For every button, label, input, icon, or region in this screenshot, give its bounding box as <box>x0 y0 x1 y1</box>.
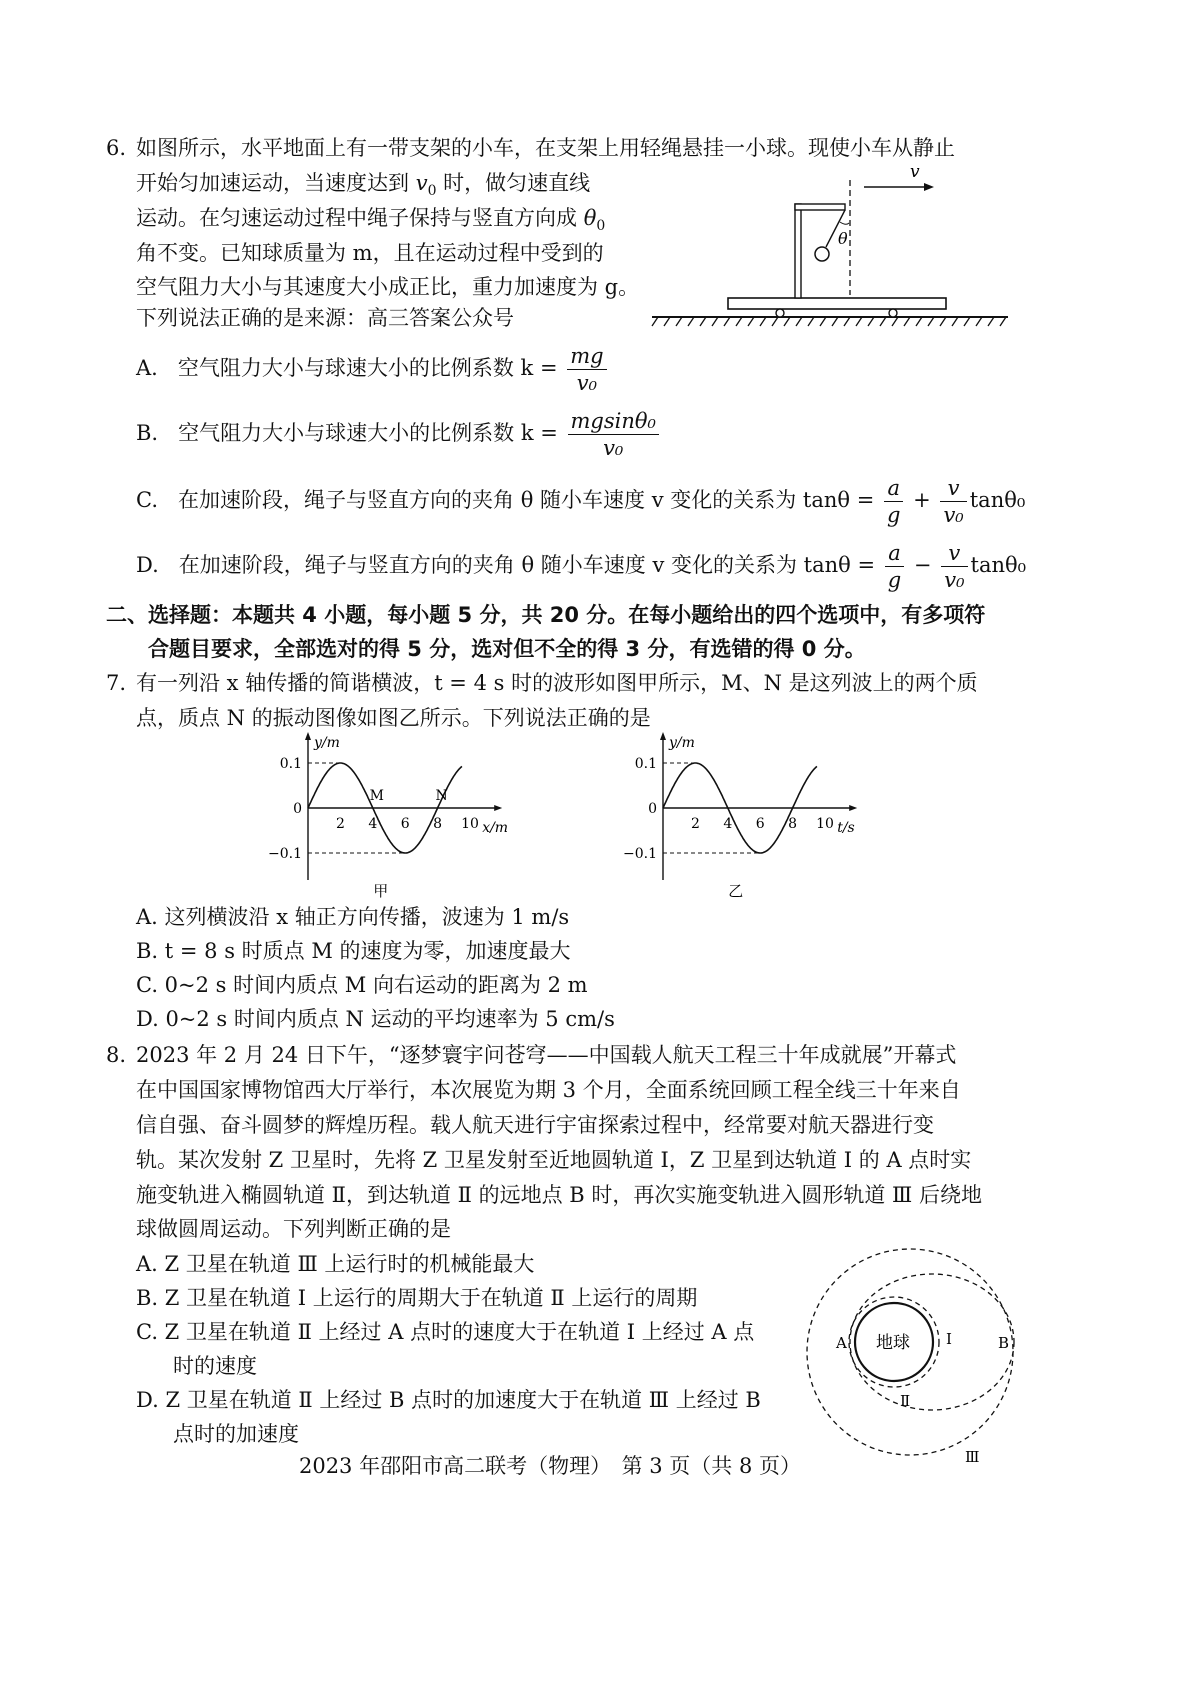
q6-option-d <box>136 537 1026 593</box>
y-tick-label: 0 <box>293 801 302 817</box>
y-axis-arrow <box>305 732 311 740</box>
q6-c-f2-num: v <box>947 476 960 500</box>
q6-option-d-text: 在加速阶段，绳子与竖直方向的夹角 θ 随小车速度 v 变化的关系为 tanθ = <box>178 553 876 577</box>
q6-option-c-text: 在加速阶段，绳子与竖直方向的夹角 θ 随小车速度 v 变化的关系为 tanθ = <box>178 488 875 512</box>
q8-option-b: B. Z 卫星在轨道 Ⅰ 上运行的周期大于在轨道 Ⅱ 上运行的周期 <box>136 1286 698 1310</box>
point-label-n: N <box>435 788 448 804</box>
x-tick-label: 10 <box>816 816 834 832</box>
q6-a-num: mg <box>570 344 604 368</box>
chart-caption: 乙 <box>728 882 744 900</box>
q6-theta0: θ <box>583 206 597 230</box>
q6-c-fraction-2 <box>940 475 966 528</box>
x-axis-arrow <box>849 805 857 811</box>
q7-option-c: C. 0~2 s 时间内质点 M 向右运动的距离为 2 m <box>136 973 588 997</box>
page-footer: 2023 年邵阳市高二联考（物理） 第 3 页（共 8 页） <box>298 1454 802 1478</box>
x-tick-label: 8 <box>788 816 798 832</box>
y-axis-label: y/m <box>314 735 340 751</box>
point-b-label: B <box>998 1334 1010 1352</box>
q6-theta0-sub: 0 <box>596 218 606 235</box>
orbit-ii-label: Ⅱ <box>900 1392 911 1410</box>
q6-line2-b: 时，做匀速直线 <box>436 171 591 195</box>
section2-heading-line2: 合题目要求，全部选对的得 5 分，选对但不全的得 3 分，有选错的得 0 分。 <box>148 637 866 661</box>
y-tick-label: −0.1 <box>268 846 302 862</box>
q6-c-f2-den: v₀ <box>940 501 966 528</box>
wave-chart-jia <box>260 730 550 900</box>
orbit-i-label: Ⅰ <box>946 1330 952 1348</box>
x-tick-label: 2 <box>690 816 700 832</box>
q7-line2: 点，质点 N 的振动图像如图乙所示。下列说法正确的是 <box>136 706 651 730</box>
q6-b-den: v₀ <box>568 434 659 461</box>
q6-c-f1-num: a <box>887 476 900 500</box>
q6-c-tail: tanθ₀ <box>969 488 1026 512</box>
q6-d-operator: − <box>913 553 932 577</box>
orbit-iii-label: Ⅲ <box>965 1448 980 1466</box>
y-tick-label: −0.1 <box>623 846 657 862</box>
q6-option-c-label: C. <box>136 488 158 512</box>
q6-d-fraction-1 <box>885 540 904 593</box>
chart-caption: 甲 <box>373 882 389 900</box>
q6-line3 <box>136 203 605 241</box>
x-tick-label: 6 <box>400 816 410 832</box>
q6-d-tail: tanθ₀ <box>970 553 1027 577</box>
x-tick-label: 8 <box>433 816 443 832</box>
x-axis-label: t/s <box>837 820 855 836</box>
q8-option-c-line2: 时的速度 <box>173 1354 257 1378</box>
q6-option-d-label: D. <box>136 553 159 577</box>
q7-option-a: A. 这列横波沿 x 轴正方向传播，波速为 1 m/s <box>136 905 570 929</box>
y-tick-label: 0.1 <box>634 756 657 772</box>
q8-option-a: A. Z 卫星在轨道 Ⅲ 上运行时的机械能最大 <box>136 1252 535 1276</box>
x-tick-label: 2 <box>335 816 345 832</box>
x-tick-label: 6 <box>755 816 765 832</box>
q6-d-f2-den: v₀ <box>941 566 967 593</box>
q8-line4: 轨。某次发射 Z 卫星时，先将 Z 卫星发射至近地圆轨道 Ⅰ，Z 卫星到达轨道 Ⅰ 的 A 点时实 <box>136 1148 972 1172</box>
q6-number: 6. <box>106 136 127 160</box>
point-a-label: A <box>836 1334 847 1352</box>
q6-option-b-label: B. <box>136 421 159 445</box>
q6-option-b <box>136 405 662 461</box>
q6-line2 <box>136 168 590 206</box>
section2-heading-line1: 二、选择题：本题共 4 小题，每小题 5 分，共 20 分。在每小题给出的四个选项中，有多项符 <box>106 603 986 627</box>
q6-option-a-label: A. <box>136 356 158 380</box>
q6-v0: v <box>415 171 428 195</box>
q7-option-d: D. 0~2 s 时间内质点 N 运动的平均速率为 5 cm/s <box>136 1007 615 1031</box>
q8-line6: 球做圆周运动。下列判断正确的是 <box>136 1217 451 1241</box>
q8-line2: 在中国国家博物馆西大厅举行，本次展览为期 3 个月，全面系统回顾工程全线三十年来自 <box>136 1078 961 1102</box>
q6-line1: 如图所示，水平地面上有一带支架的小车，在支架上用轻绳悬挂一小球。现使小车从静止 <box>136 136 955 160</box>
point-label-m: M <box>369 788 384 804</box>
q6-a-den: v₀ <box>567 369 606 396</box>
q8-option-c-line1: C. Z 卫星在轨道 Ⅱ 上经过 A 点时的速度大于在轨道 Ⅰ 上经过 A 点 <box>136 1320 755 1344</box>
x-tick-label: 4 <box>368 816 378 832</box>
q6-option-a-fraction <box>567 343 606 396</box>
vibration-chart-yi <box>615 730 905 900</box>
q6-d-f2-num: v <box>948 541 961 565</box>
q6-c-operator: + <box>913 488 931 512</box>
y-tick-label: 0.1 <box>279 756 302 772</box>
q8-line3: 信自强、奋斗圆梦的辉煌历程。载人航天进行宇宙探索过程中，经常要对航天器进行变 <box>136 1113 934 1137</box>
q6-line6: 下列说法正确的是来源：高三答案公众号 <box>136 306 514 330</box>
q8-line5: 施变轨进入椭圆轨道 Ⅱ，到达轨道 Ⅱ 的远地点 B 时，再次实施变轨进入圆形轨道 Ⅲ 后绕地 <box>136 1183 982 1207</box>
q6-option-c <box>136 472 1025 528</box>
q6-option-a <box>136 340 610 396</box>
q6-d-f1-num: a <box>888 541 901 565</box>
cart-theta-label: θ <box>838 229 848 248</box>
q6-line5: 空气阻力大小与其速度大小成正比，重力加速度为 g。 <box>136 275 640 299</box>
cart-figure <box>650 160 1010 330</box>
orbit-figure <box>800 1240 1020 1470</box>
q7-option-b: B. t = 8 s 时质点 M 的速度为零，加速度最大 <box>136 939 571 963</box>
q6-line4: 角不变。已知球质量为 m，且在运动过程中受到的 <box>136 241 604 265</box>
q6-option-b-fraction <box>568 408 659 461</box>
q6-d-fraction-2 <box>941 540 967 593</box>
q6-d-f1-den: g <box>885 566 904 593</box>
q6-b-num: mgsinθ₀ <box>570 409 656 433</box>
q8-option-d-line2: 点时的加速度 <box>173 1422 299 1446</box>
q6-option-b-text: 空气阻力大小与球速大小的比例系数 k = <box>178 421 558 445</box>
q8-number: 8. <box>106 1043 127 1067</box>
x-tick-label: 4 <box>723 816 733 832</box>
q6-c-f1-den: g <box>884 501 903 528</box>
x-tick-label: 10 <box>461 816 479 832</box>
x-axis-label: x/m <box>482 820 509 836</box>
q6-c-fraction-1 <box>884 475 903 528</box>
q7-number: 7. <box>106 671 127 695</box>
q8-option-d-line1: D. Z 卫星在轨道 Ⅱ 上经过 B 点时的加速度大于在轨道 Ⅲ 上经过 B <box>136 1388 761 1412</box>
earth-label: 地球 <box>876 1333 910 1353</box>
q6-v0-sub: 0 <box>427 183 437 200</box>
y-axis-arrow <box>660 732 666 740</box>
x-axis-arrow <box>494 805 502 811</box>
q6-option-a-text: 空气阻力大小与球速大小的比例系数 k = <box>177 356 558 380</box>
q8-line1: 2023 年 2 月 24 日下午，“逐梦寰宇问苍穹——中国载人航天工程三十年成就展”开幕式 <box>136 1043 957 1067</box>
y-axis-label: y/m <box>669 735 695 751</box>
cart-v-label: v <box>910 162 920 182</box>
q7-line1: 有一列沿 x 轴传播的简谐横波，t = 4 s 时的波形如图甲所示，M、N 是这列波上的两个质 <box>136 671 978 695</box>
q6-line2-a: 开始匀加速运动，当速度达到 <box>136 171 416 195</box>
q6-line3-a: 运动。在匀速运动过程中绳子保持与竖直方向成 <box>136 206 584 230</box>
y-tick-label: 0 <box>648 801 657 817</box>
